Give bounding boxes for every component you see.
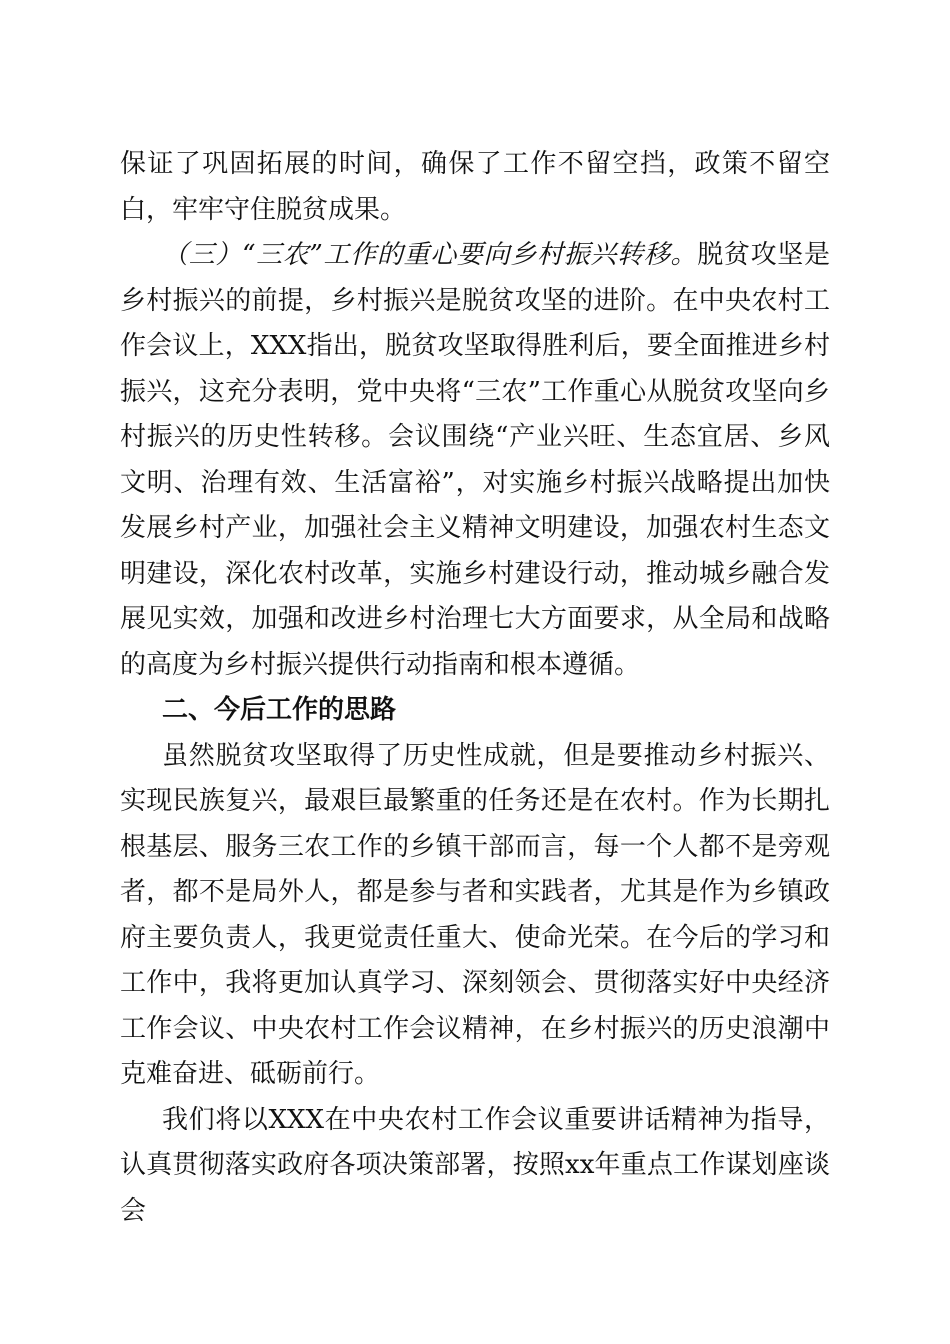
paragraph-two-one: 虽然脱贫攻坚取得了历史性成就，但是要推动乡村振兴、实现民族复兴，最艰巨最繁重的任务还是在农村。作为长期扎根基层、服务三农工作的乡镇干部而言，每一个人都不是旁观者，都不是局外人，都是参与者和实践者，尤其是作为乡镇政府主要负责人，我更觉责任重大、使命光荣。在今后的学习和工作中，我将更加认真学习、深刻领会、贯彻落实好中央经济工作会议、中央农村工作会议精神，在乡村振兴的历史浪潮中克难奋进、砥砺前行。 xyxy=(120,740,830,1089)
paragraph-section-three xyxy=(120,233,830,688)
paragraph-continuation: 保证了巩固拓展的时间，确保了工作不留空挡，政策不留空白，牢牢守住脱贫成果。 xyxy=(120,149,830,225)
section-three-body: 脱贫攻坚是乡村振兴的前提，乡村振兴是脱贫攻坚的进阶。在中央农村工作会议上，XXX指出，脱贫攻坚取得胜利后，要全面推进乡村振兴，这充分表明，党中央将“三农”工作重心从脱贫攻坚向乡村振兴的历史性转移。会议围绕“产业兴旺、生态宜居、乡风文明、治理有效、生活富裕”，对实施乡村振兴战略提出加快发展乡村产业，加强社会主义精神文明建设，加强农村生态文明建设，深化农村改革，实施乡村建设行动，推动城乡融合发展见实效，加强和改进乡村治理七大方面要求，从全局和战略的高度为乡村振兴提供行动指南和根本遵循。 xyxy=(120,240,830,680)
document-body xyxy=(120,142,830,1234)
heading-two: 二、今后工作的思路 xyxy=(162,695,397,725)
paragraph-two-two: 我们将以XXX在中央农村工作会议重要讲话精神为指导，认真贯彻落实政府各项决策部署，按照xx年重点工作谋划座谈会 xyxy=(120,1104,830,1226)
section-three-title: （三）“三农”工作的重心要向乡村振兴转移。 xyxy=(162,240,698,270)
